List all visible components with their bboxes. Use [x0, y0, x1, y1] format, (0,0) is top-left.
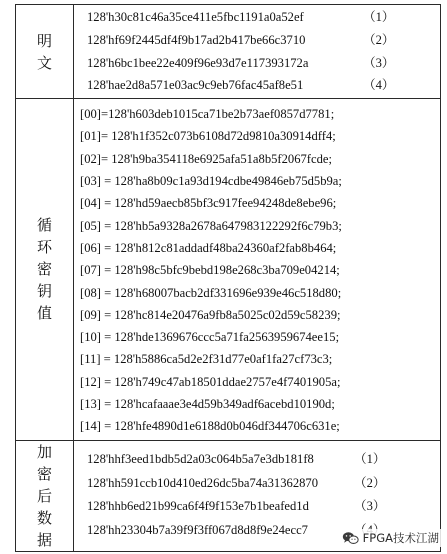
plaintext-list — [74, 5, 440, 98]
plaintext-section — [16, 5, 441, 99]
round-key-row: [06] = 128'h812c81addadf48ba24360af2fab8b464; — [80, 240, 337, 255]
ciphertext-label-cell — [16, 440, 74, 551]
round-key-row: [03] = 128'ha8b09c1a93d194cdbe49846eb75d5b9a; — [80, 174, 342, 189]
hex-value: 128'hh23304b7a39f9f3ff067d8d8f9e24ecc7 — [87, 522, 308, 537]
round-keys-label-cell — [16, 99, 74, 440]
round-key-row: [09] = 128'hc814e20476a9fb8a5025c02d59c58239; — [80, 307, 341, 322]
watermark — [340, 529, 441, 547]
row-index: （2） — [363, 32, 395, 47]
round-key-row: [02]= 128'h9ba354118e6925afa51a8b5f2067fcde; — [80, 151, 332, 166]
round-keys-label: 循 环 密 钥 值 — [36, 216, 52, 323]
row-index: （3） — [363, 55, 395, 70]
data-row — [74, 448, 440, 472]
data-row — [74, 472, 440, 496]
hex-value: 128'hhb6ed21b99ca6f4f9f153e7b1beafed1d — [87, 499, 309, 514]
row-index: （3） — [354, 499, 386, 514]
round-key-row: [14] = 128'hfe4890d1e6188d0b046df344706c631e; — [80, 419, 340, 434]
data-row — [74, 74, 440, 97]
round-key-row: [04] = 128'hd59aecb85bf3c917fee94248de8ebe96; — [80, 196, 337, 211]
hex-value: 128'h6bc1bee22e409f96e93d7e117393172a — [87, 55, 309, 70]
row-index: （1） — [354, 451, 386, 466]
row-index: （4） — [363, 78, 395, 93]
round-key-row: [08] = 128'h68007bacb2df331696e939e46c518d80; — [80, 285, 342, 300]
hex-value: 128'hh591ccb10d410ed26dc5ba74a31362870 — [87, 475, 319, 490]
round-key-row: [05] = 128'hb5a9328a2678a647983122292f6c79b3; — [80, 218, 342, 233]
row-index: （2） — [354, 475, 386, 490]
round-keys-values-cell — [74, 99, 441, 440]
round-key-row: [10] = 128'hde1369676ccc5a71fa2563959674ee15; — [80, 330, 340, 345]
wechat-icon — [342, 531, 359, 545]
aes-data-table — [15, 4, 441, 552]
round-keys-list — [74, 99, 440, 439]
round-key-row: [13] = 128'hcafaaae3e4d59b349adf6acebd10190d; — [80, 397, 335, 412]
hex-value: 128'hae2d8a571e03ac9c9eb76fac45af8e51 — [87, 78, 304, 93]
ciphertext-label: 加 密 后 数 据 — [36, 442, 52, 549]
data-row — [74, 6, 440, 29]
watermark-text: FPGA技术江湖 — [362, 531, 439, 545]
row-index: （1） — [363, 10, 395, 24]
plaintext-label: 明 文 — [36, 31, 52, 72]
plaintext-label-cell — [16, 5, 74, 99]
data-row — [74, 495, 440, 519]
round-key-row: [07] = 128'h98c5bfc9bebd198e268c3ba709e04214; — [80, 263, 340, 278]
data-row — [74, 52, 440, 75]
hex-value: 128'hf69f2445df4f9b17ad2b417be66c3710 — [87, 32, 306, 47]
round-key-row: [01]= 128'h1f352c073b6108d72d9810a30914dff4; — [80, 129, 336, 144]
plaintext-values-cell — [74, 5, 441, 99]
hex-value: 128'h30c81c46a35ce411e5fbc1191a0a52ef — [87, 10, 304, 24]
round-key-row: [11] = 128'h5886ca5d2e2f31d77e0af1fa27cf73c3; — [80, 352, 333, 367]
data-row — [74, 29, 440, 52]
round-key-row: [00]=128'h603deb1015ca71be2b73aef0857d7781; — [80, 107, 335, 122]
hex-value: 128'hhf3eed1bdb5d2a03c064b5a7e3db181f8 — [87, 451, 314, 466]
round-keys-section — [16, 99, 441, 440]
round-key-row: [12] = 128'h749c47ab18501ddae2757e4f7401905a; — [80, 374, 341, 389]
